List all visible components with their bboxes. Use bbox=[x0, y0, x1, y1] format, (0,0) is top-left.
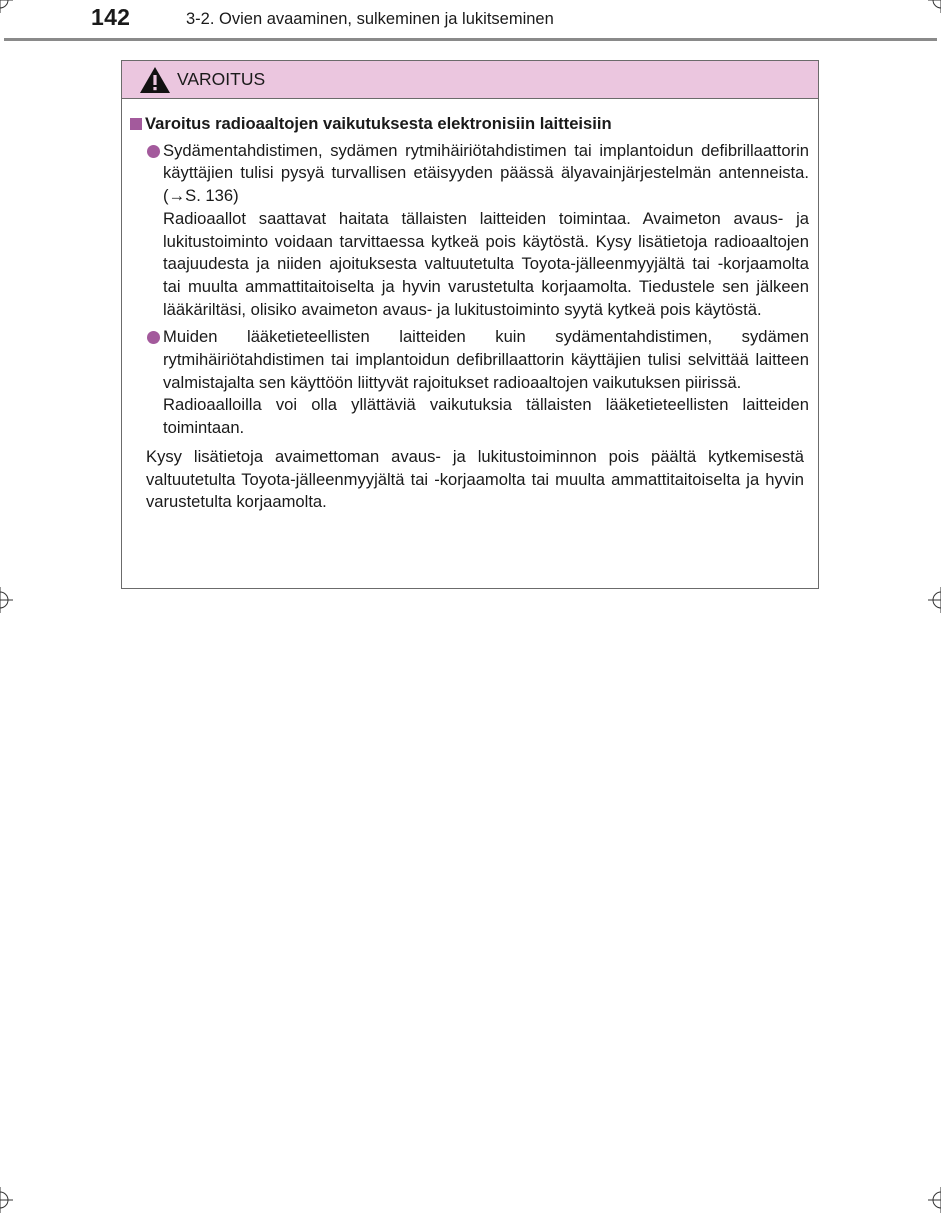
circle-bullet-icon bbox=[147, 331, 160, 344]
registration-mark-icon bbox=[0, 0, 13, 13]
registration-mark-icon bbox=[0, 587, 13, 613]
warning-header bbox=[122, 61, 818, 99]
registration-mark-icon bbox=[928, 587, 941, 613]
bullet-paragraph: Muiden lääketieteellisten laitteiden kuin sydämentahdistimen, sydämen rytmihäiriötahdistimen tai implantoidun defibrillaattorin käyttäjien tulisi selvittää laitteen valmistajalta sen käyttöön liittyvät rajoitukset radioaaltojen vaikutuksen piirissä. bbox=[163, 327, 809, 392]
registration-mark-icon bbox=[928, 1187, 941, 1213]
registration-mark-icon bbox=[0, 1187, 13, 1213]
bullet-paragraph: Radioaalloilla voi olla yllättäviä vaikutuksia tällaisten lääketieteellisten laitteiden toimintaan. bbox=[163, 395, 809, 438]
warning-box bbox=[121, 60, 819, 589]
list-item bbox=[129, 326, 811, 440]
page-number: 142 bbox=[91, 4, 131, 30]
warning-label: VAROITUS bbox=[177, 69, 266, 89]
warning-triangle-icon bbox=[139, 66, 171, 94]
subheading-text: Varoitus radioaaltojen vaikutuksesta elektronisiin laitteisiin bbox=[145, 114, 612, 133]
closing-paragraph: Kysy lisätietoja avaimettoman avaus- ja lukitustoiminnon pois päältä kytkemisestä valtuutetulta Toyota-jälleenmyyjältä tai -korjaamolta tai muulta ammattitaitoiselta ja hyvin varustetulta korjaamolta. bbox=[146, 446, 804, 512]
list-item bbox=[129, 140, 811, 322]
header-divider bbox=[4, 38, 937, 41]
registration-mark-icon bbox=[928, 0, 941, 13]
warning-subheading bbox=[129, 113, 811, 136]
bullet-paragraph: Radioaallot saattavat haitata tällaisten laitteiden toimintaa. Avaimeton avaus- ja lukitustoiminto voidaan tarvittaessa kytkeä pois käytöstä. Kysy lisätietoja radioaaltojen taajuudesta ja niiden ajoituksesta valtuutetulta Toyota-jälleenmyyjältä tai -korjaamolta tai muulta ammattitaitoiselta ja hyvin varustetulta korjaamolta. Tiedustele sen jälkeen lääkäriltäsi, olisiko avaimeton avaus- ja lukitustoiminto syytä kytkeä pois käytöstä. bbox=[163, 208, 809, 319]
square-bullet-icon bbox=[130, 118, 142, 130]
section-title: 3-2. Ovien avaaminen, sulkeminen ja lukitseminen bbox=[186, 10, 554, 28]
warning-body bbox=[122, 99, 818, 514]
bullet-paragraph: Sydämentahdistimen, sydämen rytmihäiriötahdistimen tai implantoidun defibrillaattorin käyttäjien tulisi pysyä turvallisen etäisyyden päässä älyavainjärjestelmän antenneista. (→S. 136) bbox=[163, 140, 809, 206]
circle-bullet-icon bbox=[147, 145, 160, 158]
